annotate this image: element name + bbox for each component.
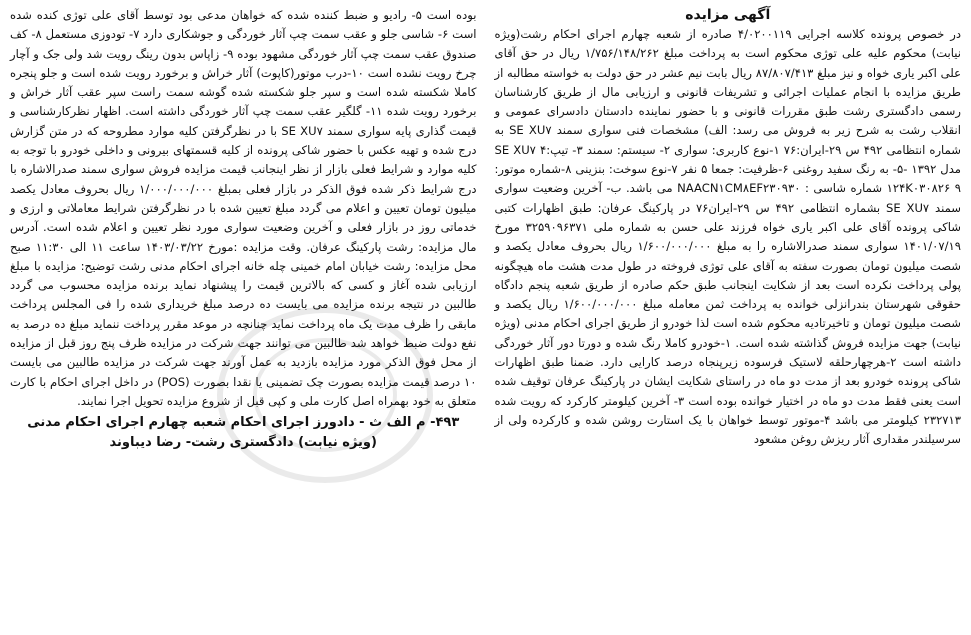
notice-body-part2: بوده است ۵- رادیو و ضبط کننده شده که خواهان مدعی بود توسط آقای علی توژی کنده شده است ۶- شاسی جلو و عقب سمت چپ آثار خوردگی و جوشکاری دارد ۷- تودوزی مستعمل ۸- کف صندوق عقب سمت چپ آثار خوردگی مشهود بوده ۹- زاپاس بدون رینگ رویت شد ولی جک و آچار چرخ رویت نشده است ۱۰-درب موتور(کاپوت) آثار خراش و برخورد رویت شده است و جلو پنجره کاملا شکسته شده است و سپر جلو شکسته شده گوشه سمت راست سپر عقب آثار خراش و برخورد رویت شده ۱۱- گلگیر عقب سمت چپ آثار خوردگی داشته است. اظهار نظرکارشناسی و قیمت گذاری پایه سواری سمند SE XU۷ با در نظرگرفتن کلیه موارد مطروحه که در متن گزارش درج شده و تهیه عکس با حضور شاکی پرونده از کلیه قسمتهای بیرونی و داخلی خودرو با توجه به کلیه موارد و شرایط فعلی بازار از نظر اینجانب قیمت مزایده فروش سواری سمند صدرالاشاره با درج شرایط ذکر شده فوق الذکر در بازار فعلی بمبلغ ۱/۰۰۰/۰۰۰/۰۰۰ ریال بحروف معادل یکصد میلیون تومان تعیین و اعلام می گردد مبلغ تعیین شده با در نظرگرفتن شرایط معاملاتی و ارزی و خدماتی روز در بازار فعلی و آخرین وضعیت سواری مورد نظر تعیین و اعلام شده است. آدرس مال مزایده: رشت پارکینگ عرفان. وقت مزایده :مورخ ۱۴۰۳/۰۳/۲۲ ساعت ۱۱ الی ۱۱:۳۰ صبح محل مزایده: رشت خیابان امام خمینی چله خانه اجرای احکام مدنی رشت توضیح: مزایده با مبلغ ارزیابی شده آغاز و کسی که بالاترین قیمت را پیشنهاد نماید برنده مزایده محسوب می گردد طالبین در نتیجه برنده مزایده می بایست ده درصد مبلغ خریداری شده را فی المجلس پرداخت مابقی را ظرف مدت یک ماه پرداخت نماید چنانچه در موعد مقرر پرداخت ننماید مبلغ ده درصد به نفع دولت ضبط خواهد شد طالبین می توانند جهت شرکت در مزایده ظرف پنج روز قبل از مزایده از محل فوق الذکر مورد مزایده بازدید به عمل آورند جهت شرکت در مزایده طالبین می بایست ۱۰ درصد قیمت مزایده بصورت چک تضمینی یا نقدا بصورت (POS) در داخل اجرای احکام با کارت متعلق به خود بهمراه اصل کارت ملی و کپی قبل از شروع مزایده تحویل اجرا نمایند.	[10, 8, 477, 408]
signature-line-1: ۴۹۳- م الف ث - دادورز اجرای احکام شعبه چهارم اجرای احکام مدنی	[27, 415, 460, 431]
signature-block	[10, 413, 477, 453]
notice-title: آگهی مزایده	[685, 7, 771, 23]
notice-body-part1: در خصوص پرونده کلاسه اجرایی ۴/۰۲۰۰۱۱۹ صادره از شعبه چهارم اجرای احکام رشت(ویژه نیابت) محکوم علیه علی توژی محکوم است به پرداخت مبلغ ۱/۷۵۶/۱۴۸/۲۶۲ ریال در حق آقای علی اکبر یاری خواه و نیز مبلغ ۸۷/۸۰۷/۴۱۳ ریال بابت نیم عشر در حق دولت به خواسته مطالبه از طریق مزایده با انجام عملیات اجرائی و تشریفات قانونی و ارزیابی مال از طریق کارشناسان رسمی دادگستری رشت طبق مقررات قانونی و با حضور نماینده دادستان دادسرای عمومی و انقلاب رشت به شرح زیر به فروش می رسد: الف) مشخصات فنی سواری سمند SE XU۷ به شماره انتظامی ۴۹۲ س ۲۹-ایران:۷۶ ۱-نوع کاربری: سواری ۲- سیستم: سمند ۳- تیپ:SE XU۷ ۴ مدل ۱۳۹۲ -۵- به رنگ سفید روغنی ۶-ظرفیت: جمعا ۵ نفر ۷-نوع سوخت: بنزینی ۸-شماره موتور: ۱۲۴K۰۳۰۸۲۶ ۹ شماره شاسی : NAACN۱CM۸EF۲۳۰۹۳۰ می باشد. ب- آخرین وضعیت سواری سمند SE XU۷ بشماره انتظامی ۴۹۲ س ۲۹-ایران۷۶ در پارکینگ عرفان: طبق اظهارات کتبی شاکی پرونده آقای علی اکبر یاری خواه فرزند علی حسن به شماره ملی ۳۲۵۹۰۹۶۳۷۱ مورخ ۱۴۰۱/۰۷/۱۹ سواری سمند صدرالاشاره را به مبلغ ۱/۶۰۰/۰۰۰/۰۰۰ ریال بحروف معادل یکصد و شصت میلیون تومان بصورت سفته به آقای علی توژی فروخته در طول مدت هشت ماه هیچگونه پولی پرداخت نکرده است بعد از شکایت اینجانب طبق حکم صادره از طریق شعبه پنجم دادگاه حقوقی شهرستان بندرانزلی خوانده به پرداخت ثمن معامله مبلغ ۱/۶۰۰/۰۰۰/۰۰۰ ریال یکصد و شصت میلیون تومان و تاخیرتادیه محکوم شده است لذا خودرو از طریق اجرای احکام مدنی (ویژه نیابت) جهت مزایده فروش گذاشته شده است. ۱-خودرو کاملا رنگ شده و دورتا دور آثار خوردگی داشته است ۲-هرچهارحلقه لاستیک فرسوده زیرپنجاه درصد کارایی دارد. ضمنا طبق اظهارات شاکی پرونده خودرو بعد از مدت دو ماه در راستای شکایت ایشان در پارکینگ عرفان توقیف شده است یعنی فقط مدت دو ماه در اختیار خوانده بوده است ۳- آخرین کیلومتر کارکرد که رویت شده ۲۳۲۷۱۳ کیلومتر می باشد ۴-موتور توسط خواهان با یک استارت روشن شده و کارکرده ولی از سرسیلندر مقداری آثار ریزش روغن مشعود	[494, 27, 962, 447]
signature-line-2: (ویژه نیابت) دادگستری رشت- رضا دیباوند	[109, 435, 377, 451]
notice-column-left	[10, 6, 479, 631]
notice-column-right	[493, 6, 962, 631]
